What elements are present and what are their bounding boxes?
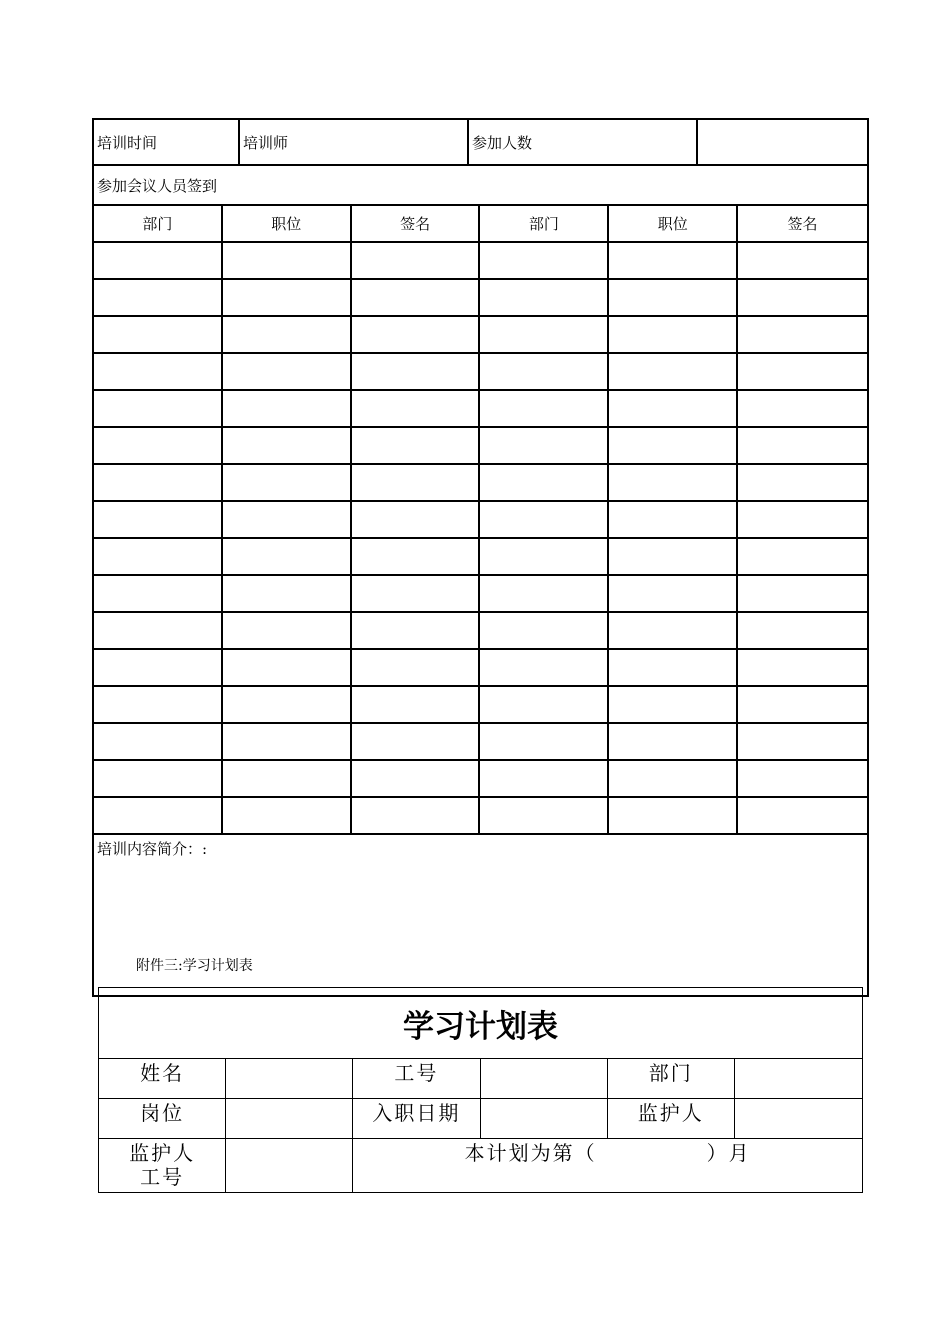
- table-row: [94, 354, 867, 391]
- signin-cell[interactable]: [223, 280, 352, 315]
- signin-cell[interactable]: [609, 687, 738, 722]
- signin-cell[interactable]: [738, 576, 867, 611]
- supervisor-id-field[interactable]: [226, 1139, 353, 1192]
- dept-label: 部门: [608, 1059, 735, 1098]
- plan-row: [99, 1099, 862, 1139]
- signin-cell[interactable]: [609, 502, 738, 537]
- supervisor-id-label: 监护人 工号: [99, 1139, 226, 1192]
- signin-cell[interactable]: [223, 502, 352, 537]
- signin-cell[interactable]: [480, 613, 609, 648]
- table-row: [94, 687, 867, 724]
- signin-cell[interactable]: [352, 280, 481, 315]
- signin-cell[interactable]: [609, 539, 738, 574]
- signin-cell[interactable]: [94, 502, 223, 537]
- signin-cell[interactable]: [352, 798, 481, 833]
- signin-cell[interactable]: [352, 761, 481, 796]
- signin-cell[interactable]: [480, 650, 609, 685]
- signin-cell[interactable]: [94, 243, 223, 278]
- signin-cell[interactable]: [738, 650, 867, 685]
- signin-cell[interactable]: [609, 428, 738, 463]
- signin-cell[interactable]: [480, 391, 609, 426]
- signin-cell[interactable]: [480, 465, 609, 500]
- signin-cell[interactable]: [480, 761, 609, 796]
- signin-cell[interactable]: [480, 798, 609, 833]
- table-row: [94, 465, 867, 502]
- signin-cell[interactable]: [738, 724, 867, 759]
- attendee-count-label: 参加人数: [469, 120, 698, 164]
- signin-cell[interactable]: [223, 539, 352, 574]
- attendee-count-field[interactable]: [698, 120, 867, 164]
- signin-cell[interactable]: [94, 613, 223, 648]
- signin-cell[interactable]: [738, 539, 867, 574]
- signin-cell[interactable]: [223, 317, 352, 352]
- header-row: [94, 120, 867, 166]
- table-row: [94, 317, 867, 354]
- signin-cell[interactable]: [738, 613, 867, 648]
- signin-cell[interactable]: [94, 280, 223, 315]
- signin-cell[interactable]: [352, 391, 481, 426]
- signin-cell[interactable]: [223, 428, 352, 463]
- signin-cell[interactable]: [223, 576, 352, 611]
- signin-cell[interactable]: [352, 613, 481, 648]
- signin-cell[interactable]: [738, 502, 867, 537]
- column-header: 部门: [480, 206, 609, 241]
- column-header: 签名: [787, 215, 818, 233]
- table-row: [94, 539, 867, 576]
- signin-cell[interactable]: [352, 576, 481, 611]
- signin-cell[interactable]: [223, 391, 352, 426]
- table-row: [94, 243, 867, 280]
- signin-cell[interactable]: [738, 280, 867, 315]
- signin-cell[interactable]: [223, 724, 352, 759]
- id-label: 工号: [353, 1059, 480, 1098]
- signin-cell[interactable]: [352, 428, 481, 463]
- dept-field[interactable]: [735, 1059, 862, 1098]
- supervisor-label: 监护人: [608, 1099, 735, 1138]
- table-row: [94, 576, 867, 613]
- signin-cell[interactable]: [738, 465, 867, 500]
- table-row: [94, 280, 867, 317]
- table-row: [94, 391, 867, 428]
- signin-cell[interactable]: [480, 502, 609, 537]
- plan-month[interactable]: [353, 1139, 862, 1192]
- signin-cell[interactable]: [94, 761, 223, 796]
- signin-cell[interactable]: [609, 576, 738, 611]
- signin-cell[interactable]: [94, 539, 223, 574]
- signin-cell[interactable]: [480, 576, 609, 611]
- signin-cell[interactable]: [609, 354, 738, 389]
- plan-row: [99, 1059, 862, 1099]
- column-header: 职位: [223, 206, 352, 241]
- signin-cell[interactable]: [609, 280, 738, 315]
- signin-cell[interactable]: [738, 761, 867, 796]
- attachment-label: 附件三:学习计划表: [136, 958, 253, 974]
- column-header: 职位: [609, 206, 738, 241]
- signin-cell[interactable]: [223, 613, 352, 648]
- column-header: 部门: [94, 206, 223, 241]
- signin-cell[interactable]: [223, 650, 352, 685]
- table-row: [94, 428, 867, 465]
- signin-cell[interactable]: [223, 687, 352, 722]
- signin-cell[interactable]: [480, 354, 609, 389]
- training-time-label: 培训时间: [94, 120, 240, 164]
- supervisor-field[interactable]: [735, 1099, 862, 1138]
- signin-label: 参加会议人员签到: [94, 166, 867, 206]
- signin-cell[interactable]: [94, 317, 223, 352]
- signin-cell[interactable]: [738, 798, 867, 833]
- signin-cell[interactable]: [94, 576, 223, 611]
- signin-cell[interactable]: [609, 798, 738, 833]
- signin-cell[interactable]: [223, 243, 352, 278]
- id-field[interactable]: [481, 1059, 608, 1098]
- signin-cell[interactable]: [609, 465, 738, 500]
- table-row: [94, 761, 867, 798]
- signin-cell[interactable]: [352, 354, 481, 389]
- signin-cell[interactable]: [223, 761, 352, 796]
- hire-date-field[interactable]: [481, 1099, 608, 1138]
- signin-cell[interactable]: [223, 465, 352, 500]
- signin-cell[interactable]: [609, 391, 738, 426]
- signin-cell[interactable]: [352, 317, 481, 352]
- signin-cell[interactable]: [738, 687, 867, 722]
- position-label: 岗位: [99, 1099, 226, 1138]
- training-signin-sheet: [92, 118, 869, 997]
- signin-cell[interactable]: [352, 243, 481, 278]
- signin-cell[interactable]: [738, 354, 867, 389]
- name-field[interactable]: [226, 1059, 353, 1098]
- column-header-row: [94, 206, 867, 243]
- signin-cell[interactable]: [352, 724, 481, 759]
- signin-cell[interactable]: [94, 465, 223, 500]
- table-row: [94, 502, 867, 539]
- plan-title: 学习计划表: [99, 988, 862, 1059]
- signin-cell[interactable]: [352, 502, 481, 537]
- table-row: [94, 613, 867, 650]
- plan-month-prefix: 本计划为第（: [464, 1141, 597, 1165]
- signin-cell[interactable]: [738, 428, 867, 463]
- signin-cell[interactable]: [94, 724, 223, 759]
- table-row: [94, 650, 867, 687]
- position-field[interactable]: [226, 1099, 353, 1138]
- signin-cell[interactable]: [352, 539, 481, 574]
- hire-date-label: 入职日期: [353, 1099, 480, 1138]
- signin-cell[interactable]: [352, 650, 481, 685]
- signin-cell[interactable]: [94, 798, 223, 833]
- name-label: 姓名: [99, 1059, 226, 1098]
- signin-cell[interactable]: [480, 428, 609, 463]
- table-row: [94, 798, 867, 835]
- signin-cell[interactable]: [480, 687, 609, 722]
- signin-cell[interactable]: [480, 280, 609, 315]
- signin-cell[interactable]: [94, 650, 223, 685]
- signin-cell[interactable]: [738, 391, 867, 426]
- signin-cell[interactable]: [738, 317, 867, 352]
- signin-cell[interactable]: [480, 724, 609, 759]
- plan-row: [99, 1139, 862, 1192]
- signin-grid: [94, 243, 867, 835]
- table-row: [94, 724, 867, 761]
- signin-cell[interactable]: [94, 354, 223, 389]
- signin-cell[interactable]: [609, 613, 738, 648]
- signin-cell[interactable]: [738, 243, 867, 278]
- signin-cell[interactable]: [609, 650, 738, 685]
- plan-month-suffix: ）月: [706, 1141, 751, 1165]
- signin-cell[interactable]: [480, 317, 609, 352]
- signin-cell[interactable]: [480, 539, 609, 574]
- signin-cell[interactable]: [352, 687, 481, 722]
- signin-cell[interactable]: [352, 465, 481, 500]
- signin-cell[interactable]: [94, 428, 223, 463]
- signin-cell[interactable]: [480, 243, 609, 278]
- signin-cell[interactable]: [94, 687, 223, 722]
- trainer-label: 培训师: [240, 120, 469, 164]
- study-plan-table: [98, 987, 863, 1193]
- content-summary-label[interactable]: 培训内容简介：:: [97, 840, 208, 858]
- signin-cell[interactable]: [223, 798, 352, 833]
- signin-cell[interactable]: [609, 724, 738, 759]
- signin-cell[interactable]: [609, 317, 738, 352]
- signin-cell[interactable]: [609, 761, 738, 796]
- signin-cell[interactable]: [609, 243, 738, 278]
- signin-cell[interactable]: [223, 354, 352, 389]
- column-header: 签名: [352, 206, 481, 241]
- signin-cell[interactable]: [94, 391, 223, 426]
